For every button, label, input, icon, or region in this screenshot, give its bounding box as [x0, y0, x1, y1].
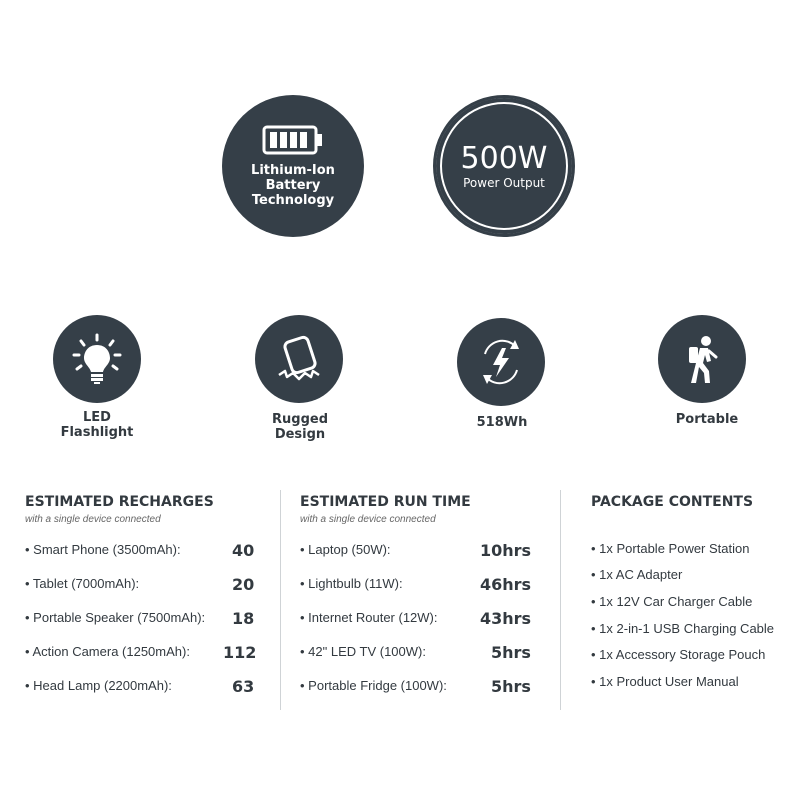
package-section	[591, 494, 753, 510]
list-item: • Portable Speaker (7500mAh):	[25, 610, 206, 625]
package-item: • 1x 2-in-1 USB Charging Cable	[591, 621, 775, 636]
battery-technology-badge	[222, 95, 364, 237]
package-item: • 1x Portable Power Station	[591, 541, 750, 556]
capacity-label: 518Wh	[476, 415, 528, 430]
list-item: • Lightbulb (11W):	[300, 576, 403, 591]
hiker-icon	[676, 331, 728, 387]
list-item: • Action Camera (1250mAh):	[25, 644, 190, 659]
lightbulb-icon	[69, 331, 125, 387]
led-flashlight-badge	[53, 315, 141, 403]
recharge-value: 18	[232, 609, 255, 628]
power-output-value: 500W	[460, 141, 548, 176]
recharge-value: 63	[232, 677, 255, 696]
rugged-design-badge	[255, 315, 343, 403]
battery-line2: Battery	[265, 177, 321, 193]
runtime-value: 43hrs	[480, 609, 532, 628]
battery-line3: Technology	[251, 192, 335, 208]
list-item: • Internet Router (12W):	[300, 610, 438, 625]
power-output-label: Power Output	[463, 176, 545, 190]
runtime-value: 46hrs	[480, 575, 532, 594]
list-item: • Tablet (7000mAh):	[25, 576, 140, 591]
recharge-value: 20	[232, 575, 255, 594]
recharge-value: 112	[223, 643, 257, 662]
recharge-bolt-icon	[471, 332, 531, 392]
package-item: • 1x 12V Car Charger Cable	[591, 594, 753, 609]
capacity-badge	[457, 318, 545, 406]
rugged-design-label: Rugged Design	[272, 412, 328, 442]
package-title: PACKAGE CONTENTS	[591, 494, 754, 510]
runtime-title: ESTIMATED RUN TIME	[300, 494, 471, 510]
list-item: • Portable Fridge (100W):	[300, 678, 447, 693]
runtime-section	[300, 494, 471, 525]
portable-badge	[658, 315, 746, 403]
recharges-title: ESTIMATED RECHARGES	[25, 494, 214, 510]
power-output-badge	[433, 95, 575, 237]
recharges-section	[25, 494, 214, 525]
package-item: • 1x Product User Manual	[591, 674, 739, 689]
recharge-value: 40	[232, 541, 255, 560]
led-flashlight-label: LED Flashlight	[60, 410, 134, 440]
recharges-subtitle: with a single device connected	[25, 514, 161, 525]
package-item: • 1x Accessory Storage Pouch	[591, 647, 766, 662]
portable-label: Portable	[675, 412, 739, 427]
runtime-subtitle: with a single device connected	[300, 514, 436, 525]
rugged-device-icon	[271, 331, 327, 387]
runtime-value: 10hrs	[480, 541, 532, 560]
list-item: • Smart Phone (3500mAh):	[25, 542, 181, 557]
list-item: • Head Lamp (2200mAh):	[25, 678, 172, 693]
list-item: • 42" LED TV (100W):	[300, 644, 426, 659]
package-item: • 1x AC Adapter	[591, 567, 683, 582]
battery-icon	[262, 125, 324, 155]
battery-line1: Lithium-Ion	[251, 162, 335, 178]
divider	[280, 490, 281, 710]
divider	[560, 490, 561, 710]
runtime-value: 5hrs	[491, 643, 531, 662]
runtime-value: 5hrs	[491, 677, 531, 696]
list-item: • Laptop (50W):	[300, 542, 391, 557]
